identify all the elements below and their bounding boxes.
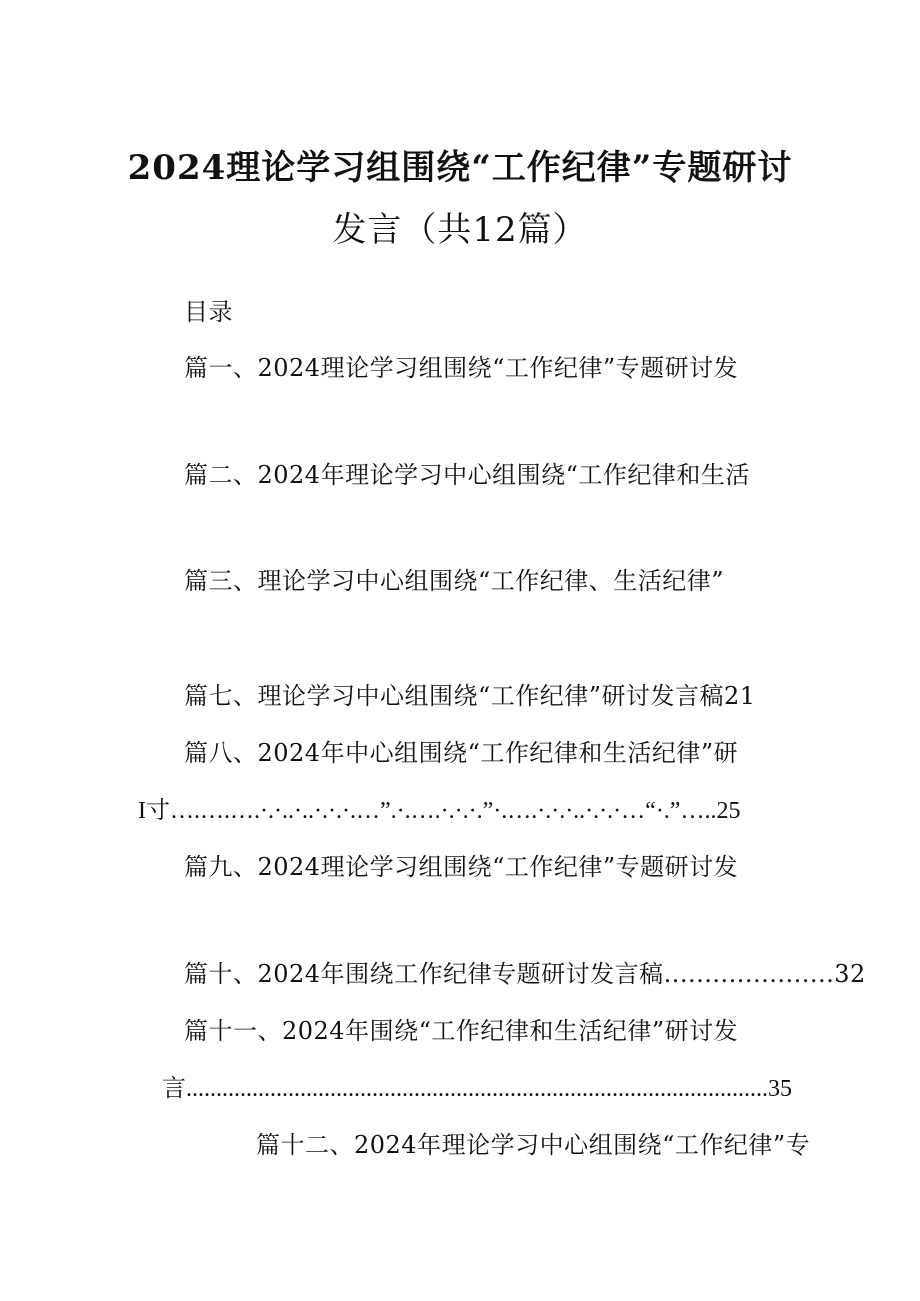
toc-entry-9[interactable]: 篇九、2024理论学习组围绕“工作纪律”专题研讨发: [184, 853, 739, 881]
toc-entry-3[interactable]: 篇三、理论学习中心组围绕“工作纪律、生活纪律”: [184, 567, 725, 595]
toc-entry-10[interactable]: 篇十、2024年围绕工作纪律专题研讨发言稿.....................32: [184, 960, 866, 988]
toc-entry-8[interactable]: 篇八、2024年中心组围绕“工作纪律和生活纪律”研: [184, 739, 739, 767]
toc-entry-12[interactable]: 篇十二、2024年理论学习中心组围绕“工作纪律”专: [256, 1131, 811, 1159]
toc-entry-7[interactable]: 篇七、理论学习中心组围绕“工作纪律”研讨发言稿21: [184, 682, 756, 710]
document-title-line-1: 2024理论学习组围绕“工作纪律”专题研讨: [127, 148, 793, 188]
toc-entry-1[interactable]: 篇一、2024理论学习组围绕“工作纪律”专题研讨发: [184, 354, 739, 382]
toc-entry-2[interactable]: 篇二、2024年理论学习中心组围绕“工作纪律和生活: [184, 461, 750, 489]
toc-entry-11[interactable]: 篇十一、2024年围绕“工作纪律和生活纪律”研讨发: [184, 1017, 739, 1045]
toc-heading: 目录: [184, 298, 233, 326]
toc-entry-8-continuation[interactable]: I寸….….….·.·..·..·.·.·.…”.·.….·.·.·.”·.….·.·.·..·.·.·…“·.”…..25: [138, 798, 741, 824]
document-title-line-2: 发言（共12篇）: [332, 210, 588, 250]
toc-entry-11-continuation[interactable]: 言.................................................................................................35: [162, 1076, 792, 1102]
